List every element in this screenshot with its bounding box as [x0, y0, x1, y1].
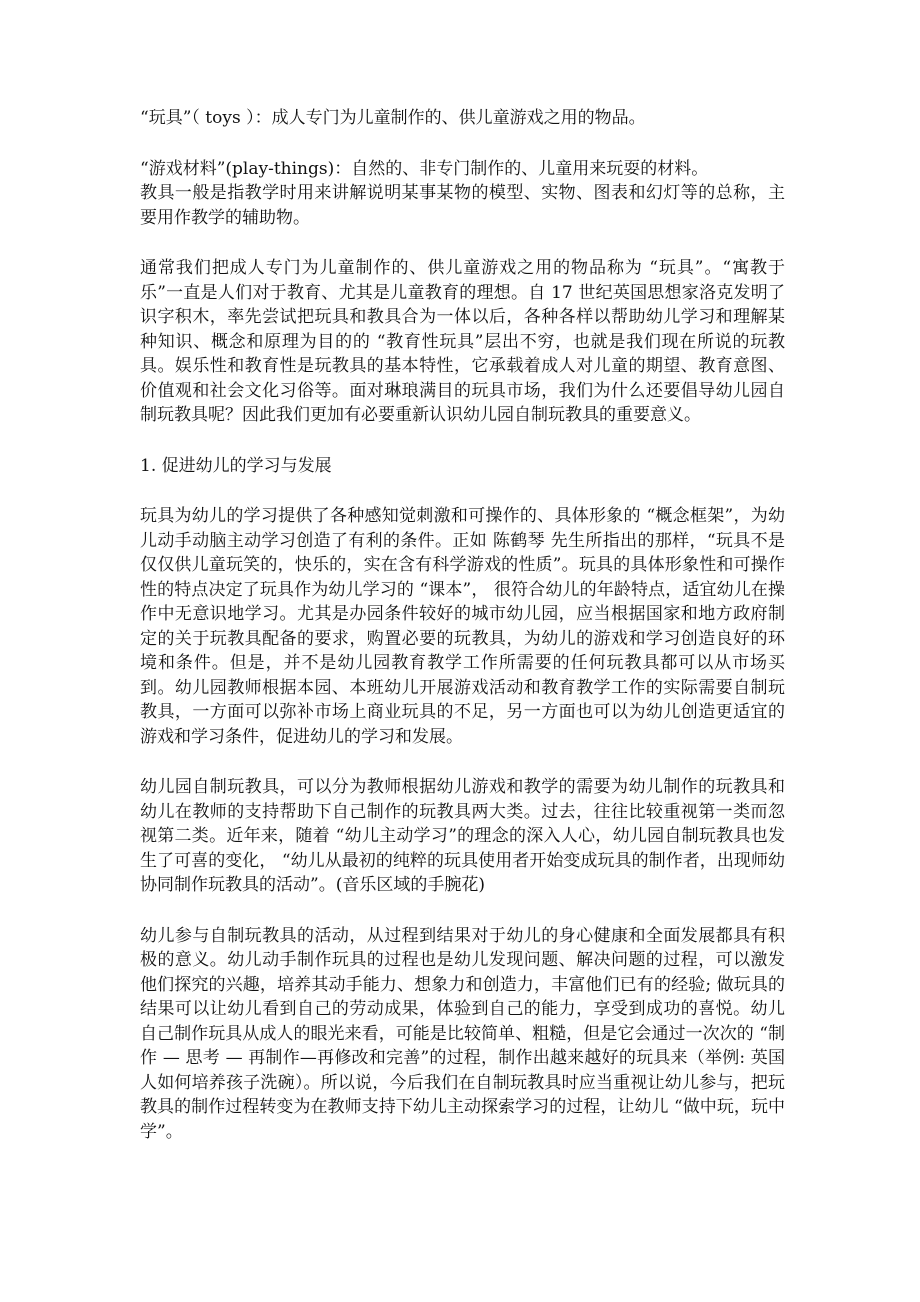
paragraph-introduction: 通常我们把成人专门为儿童制作的、供儿童游戏之用的物品称为 “玩具”。“寓教于乐”一直是人们对于教育、尤其是儿童教育的理想。自 17 世纪英国思想家洛克发明了识字积木，率先尝试把玩具和教具合为一体以后，各种各样以帮助幼儿学习和理解某种知识、概念和原理为目的的 “教育性玩具”层出不穷，也就是我们现在所说的玩教具。娱乐性和教育性是玩教具的基本特性，它承载着成人对儿童的期望、教育意图、价值观和社会文化习俗等。面对琳琅满目的玩具市场，我们为什么还要倡导幼儿园自制玩教具呢？因此我们更加有必要重新认识幼儿园自制玩教具的重要意义。 [140, 258, 785, 425]
section-heading: 1. 促进幼儿的学习与发展 [140, 455, 332, 476]
paragraph-teaching-aids-definition: 教具一般是指教学时用来讲解说明某事某物的模型、实物、图表和幻灯等的总称，主要用作教学的辅助物。 [140, 183, 785, 228]
paragraph-playthings-definition: “游戏材料”(play-things)：自然的、非专门制作的、儿童用来玩耍的材料。 [140, 158, 709, 179]
paragraph-learning-development: 玩具为幼儿的学习提供了各种感知觉刺激和可操作的、具体形象的 “概念框架”，为幼儿动手动脑主动学习创造了有利的条件。正如 陈鹤琴 先生所指出的那样，“玩具不是仅仅供儿童玩笑的，快乐的，实在含有科学游戏的性质”。玩具的具体形象性和可操作性的特点决定了玩具作为幼儿学习的 “课本”， 很符合幼儿的年龄特点，适宜幼儿在操作中无意识地学习。尤其是办园条件较好的城市幼儿园，应当根据国家和地方政府制定的关于玩教具配备的要求，购置必要的玩教具，为幼儿的游戏和学习创造良好的环境和条件。但是，并不是幼儿园教育教学工作所需要的任何玩教具都可以从市场买到。幼儿园教师根据本园、本班幼儿开展游戏活动和教育教学工作的实际需要自制玩教具，一方面可以弥补市场上商业玩具的不足，另一方面也可以为幼儿创造更适宜的游戏和学习条件，促进幼儿的学习和发展。 [140, 506, 785, 747]
paragraph-child-participation: 幼儿参与自制玩教具的活动，从过程到结果对于幼儿的身心健康和全面发展都具有积极的意义。幼儿动手制作玩具的过程也是幼儿发现问题、解决问题的过程，可以激发他们探究的兴趣，培养其动手能力、想象力和创造力，丰富他们已有的经验; 做玩具的结果可以让幼儿看到自己的劳动成果，体验到自己的能力，享受到成功的喜悦。幼儿自己制作玩具从成人的眼光来看，可能是比较简单、粗糙，但是它会通过一次次的 “制作 — 思考 — 再制作—再修改和完善”的过程，制作出越来越好的玩具来（举例: 英国人如何培养孩子洗碗）。所以说，今后我们在自制玩教具时应当重视让幼儿参与，把玩教具的制作过程转变为在教师支持下幼儿主动探索学习的过程，让幼儿 “做中玩，玩中学”。 [140, 925, 785, 1142]
document-body [140, 106, 785, 1170]
paragraph-toys-definition: “玩具”（ toys ）：成人专门为儿童制作的、供儿童游戏之用的物品。 [140, 108, 646, 128]
paragraph-self-made-toys: 幼儿园自制玩教具，可以分为教师根据幼儿游戏和教学的需要为幼儿制作的玩教具和幼儿在教师的支持帮助下自己制作的玩教具两大类。过去，往往比较重视第一类而忽视第二类。近年来，随着 “幼儿主动学习”的理念的深入人心，幼儿园自制玩教具也发生了可喜的变化， “幼儿从最初的纯粹的玩具使用者开始变成玩具的制作者，出现师幼协同制作玩教具的活动”。(音乐区域的手腕花) [140, 777, 785, 895]
